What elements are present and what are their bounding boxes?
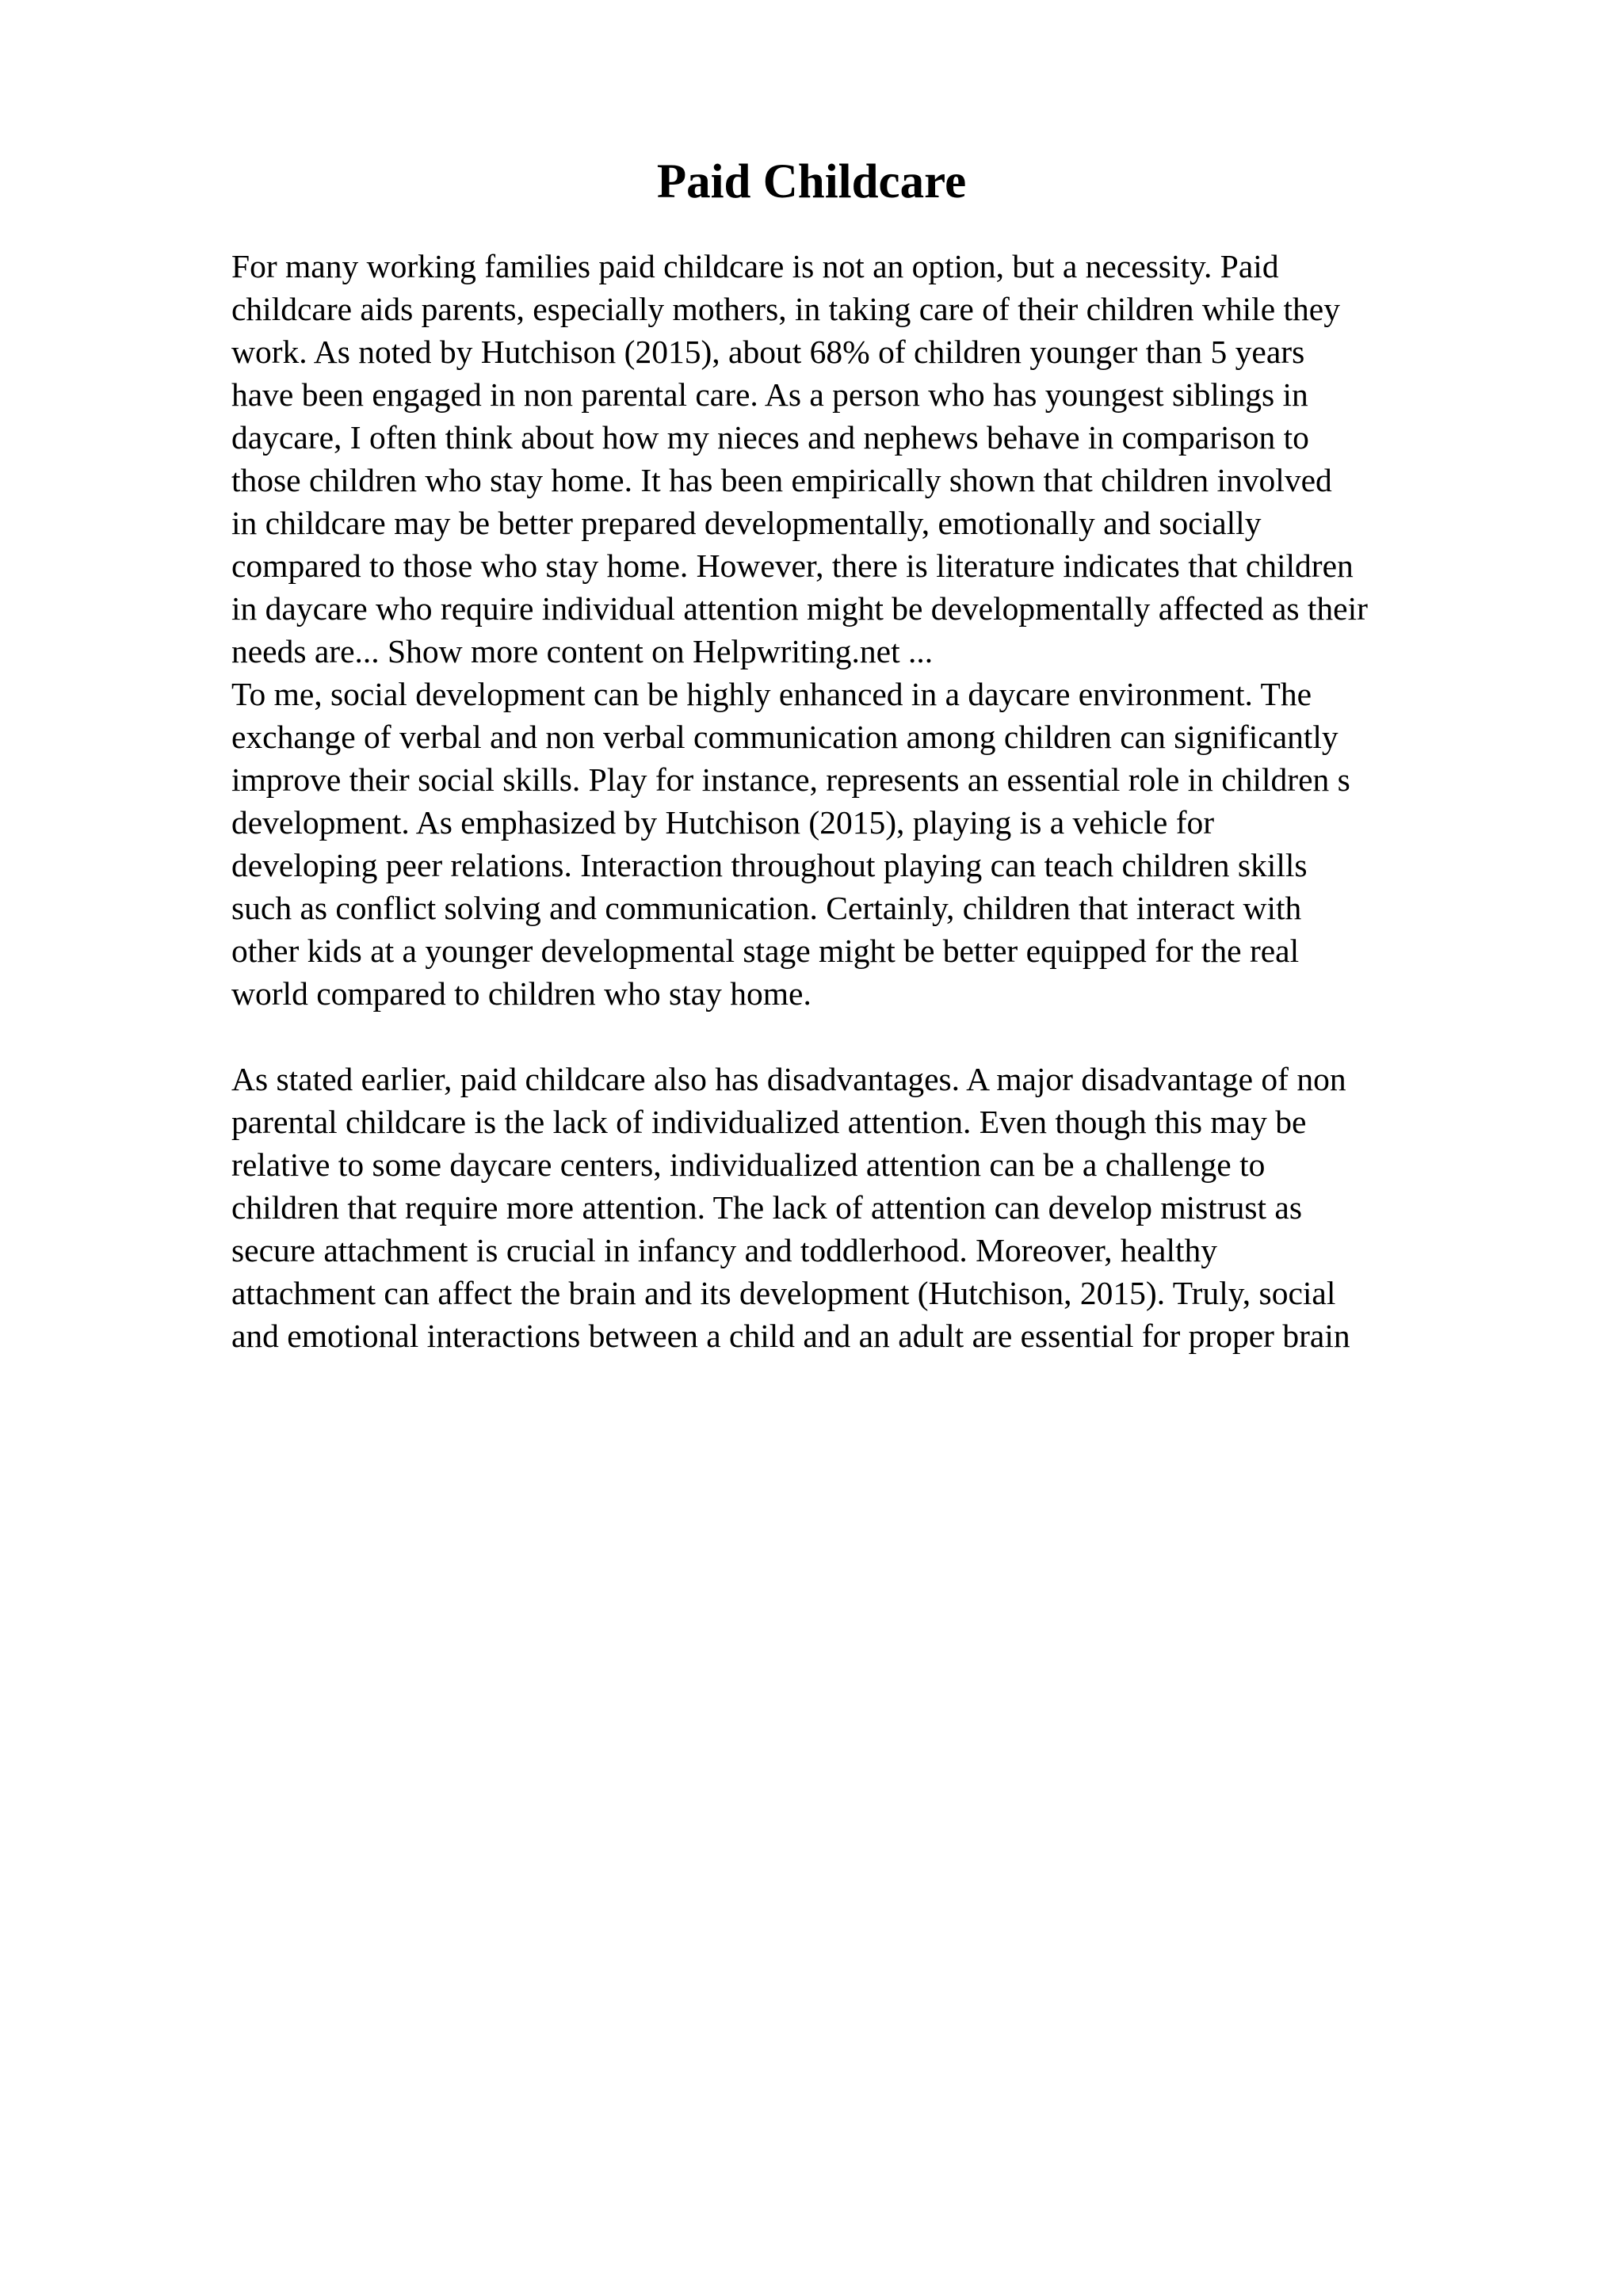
text-line: childcare aids parents, especially mothers, in taking care of their children while they	[231, 291, 1340, 327]
text-line: compared to those who stay home. However, there is literature indicates that children	[231, 547, 1354, 584]
text-line: work. As noted by Hutchison (2015), about 68% of children younger than 5 years	[231, 334, 1305, 370]
text-line: in daycare who require individual attention might be developmentally affected as their	[231, 590, 1368, 627]
text-line: To me, social development can be highly enhanced in a daycare environment. The	[231, 676, 1312, 712]
text-line: relative to some daycare centers, individualized attention can be a challenge to	[231, 1146, 1266, 1183]
text-line: improve their social skills. Play for instance, represents an essential role in children s	[231, 761, 1350, 798]
text-line: children that require more attention. The lack of attention can develop mistrust as	[231, 1189, 1302, 1226]
document-title: Paid Childcare	[656, 155, 967, 208]
text-line: have been engaged in non parental care. As a person who has youngest siblings in	[231, 376, 1308, 413]
text-line: those children who stay home. It has been empirically shown that children involved	[231, 462, 1332, 498]
text-line: For many working families paid childcare is not an option, but a necessity. Paid	[231, 248, 1279, 284]
text-line: developing peer relations. Interaction throughout playing can teach children skills	[231, 847, 1308, 883]
text-line: As stated earlier, paid childcare also has disadvantages. A major disadvantage of non	[231, 1061, 1346, 1097]
text-line: world compared to children who stay home.	[231, 975, 812, 1012]
text-line: daycare, I often think about how my nieces and nephews behave in comparison to	[231, 419, 1309, 456]
text-line: parental childcare is the lack of individualized attention. Even though this may be	[231, 1104, 1307, 1140]
text-line: exchange of verbal and non verbal communication among children can significantly	[231, 719, 1338, 755]
text-line: in childcare may be better prepared developmentally, emotionally and socially	[231, 505, 1262, 541]
document-body	[231, 245, 1531, 1357]
paragraph-disadvantages	[231, 1058, 1531, 1357]
text-line: such as conflict solving and communication. Certainly, children that interact with	[231, 890, 1302, 926]
text-line: attachment can affect the brain and its development (Hutchison, 2015). Truly, social	[231, 1275, 1336, 1311]
text-line: other kids at a younger developmental stage might be better equipped for the real	[231, 933, 1300, 969]
text-line: secure attachment is crucial in infancy and toddlerhood. Moreover, healthy	[231, 1232, 1218, 1268]
text-line: development. As emphasized by Hutchison (2015), playing is a vehicle for	[231, 804, 1215, 841]
paragraph-intro	[231, 245, 1531, 673]
paragraph-social-development	[231, 673, 1531, 1015]
text-line: needs are... Show more content on Helpwriting.net ...	[231, 633, 934, 669]
text-line: and emotional interactions between a child and an adult are essential for proper brain	[231, 1318, 1350, 1354]
